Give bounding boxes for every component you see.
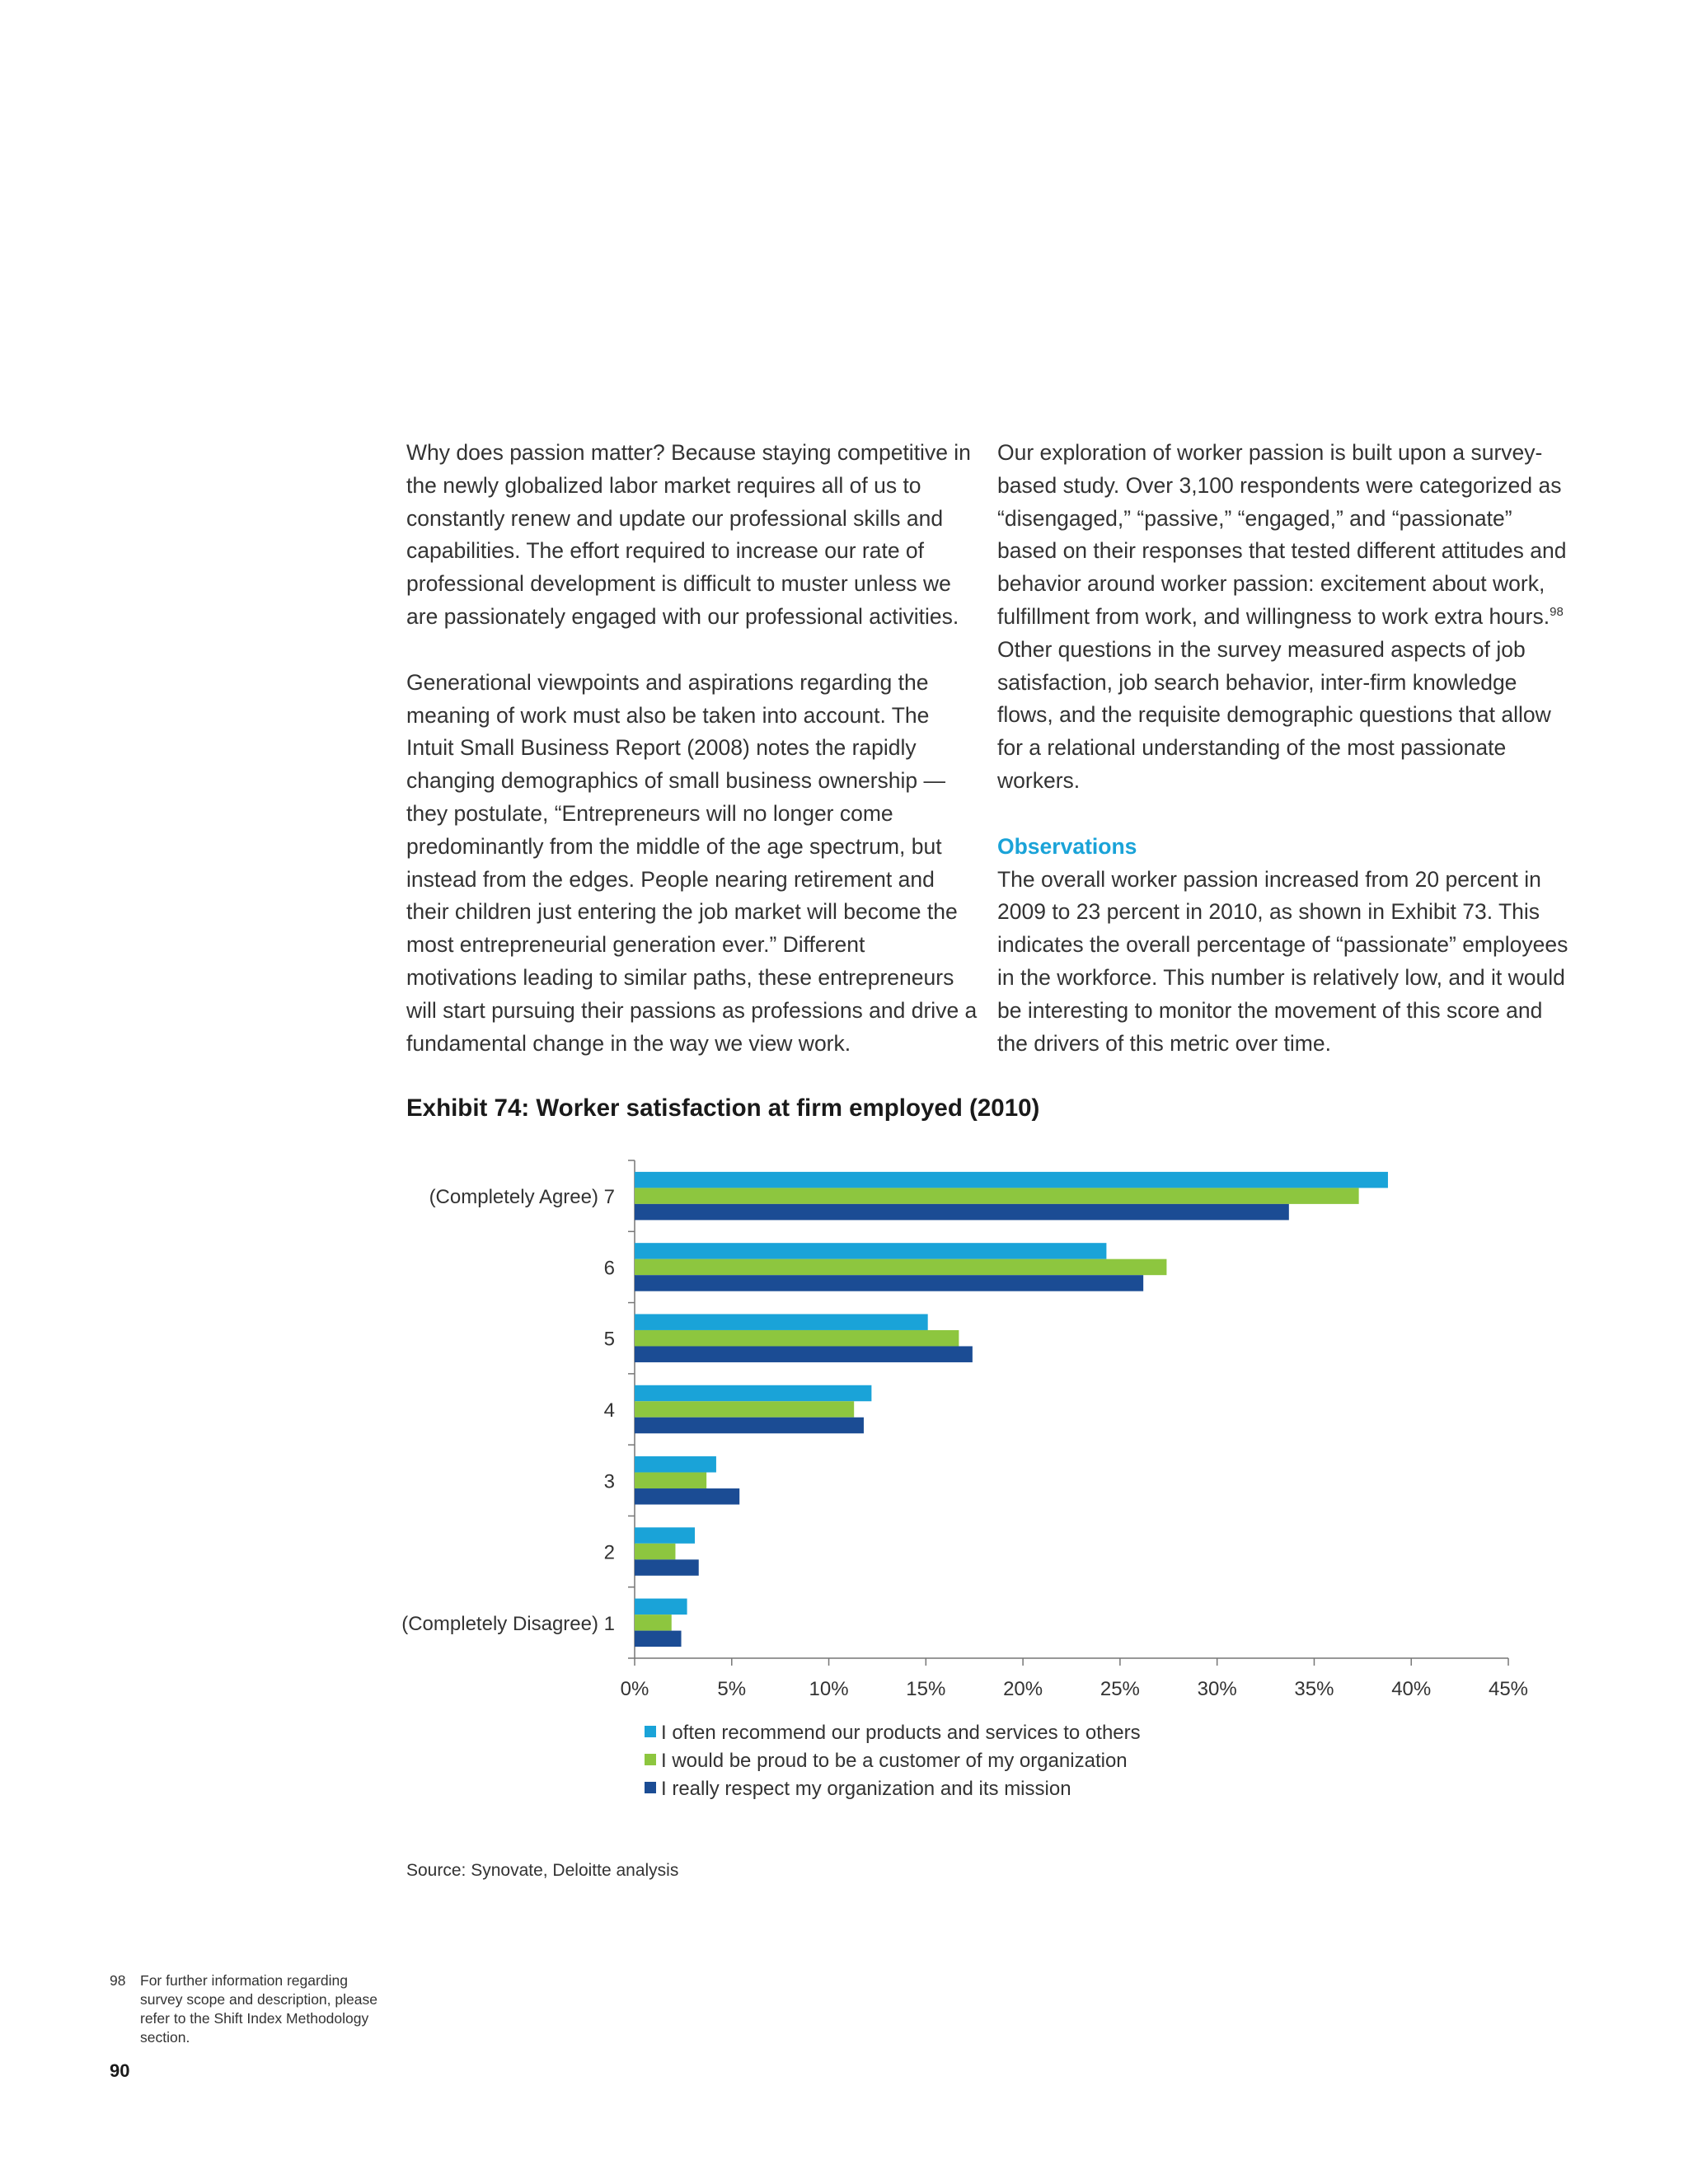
x-tick-label: 25% [1100,1678,1140,1700]
legend-label: I really respect my organization and its mission [661,1778,1071,1800]
y-tick-label: 3 [603,1470,615,1493]
x-tick-label: 20% [1003,1678,1043,1700]
legend-swatch [645,1726,656,1737]
x-tick-label: 5% [717,1678,747,1700]
source-note: Source: Synovate, Deloitte analysis [406,1861,679,1880]
bar [635,1488,739,1505]
bar [635,1188,1359,1204]
body-paragraph: Why does passion matter? Because staying competitive in the newly globalized labor market requires all of us to constantly renew and update our professional skills and capabilities. The effort required to increase our rate of professional development is difficult to muster unless we are passionately engaged with our professional activities. [406,440,971,629]
footnote-ref: 98 [1550,605,1564,620]
x-tick-label: 35% [1294,1678,1334,1700]
bar [635,1559,699,1576]
footnote-number: 98 [110,1972,126,1989]
bar [635,1243,1106,1259]
bar [635,1599,687,1615]
bar [635,1172,1388,1188]
bar [635,1204,1289,1221]
x-tick-label: 45% [1488,1678,1529,1700]
bar [635,1346,973,1362]
survey-text-part-1: Our exploration of worker passion is built upon a survey-based study. Over 3,100 respondents were categorized as “disengaged,” “passive,” “engaged,” and “passionate” based on their responses that tested different attitudes and behavior around worker passion: excitement about work, fulfillment from work, and willingness to work extra hours. [997,440,1567,629]
y-tick-label: 4 [603,1399,615,1422]
bar [635,1527,695,1544]
observations-heading: Observations [997,833,1137,859]
y-tick-label: 6 [603,1257,615,1280]
footnote [110,1971,382,2047]
legend-label: I often recommend our products and services to others [661,1722,1141,1744]
y-tick-label: (Completely Disagree) 1 [401,1612,615,1635]
bar [635,1401,854,1418]
bar [635,1418,864,1434]
legend-swatch [645,1782,656,1793]
x-tick-label: 30% [1197,1678,1237,1700]
bar [635,1330,959,1347]
bar [635,1385,871,1402]
footnote-text: For further information regarding survey scope and description, please refer to the Shift Index Methodology section. [140,1972,377,2046]
survey-text-part-2: Other questions in the survey measured aspects of job satisfaction, job search behavior, inter-firm knowledge flows, and the requisite demographic questions that allow for a relational understanding of the most passionate workers. [997,636,1551,793]
x-tick-label: 10% [809,1678,849,1700]
x-tick-label: 15% [906,1678,946,1700]
exhibit-title: Exhibit 74: Worker satisfaction at firm employed (2010) [406,1094,1040,1122]
observations-text: The overall worker passion increased from 20 percent in 2009 to 23 percent in 2010, as shown in Exhibit 73. This indicates the overall percentage of “passionate” employees in the workforce. This number is relatively low, and it would be interesting to monitor the movement of this score and the drivers of this metric over time. [997,866,1568,1056]
bar [635,1544,675,1560]
x-tick-label: 40% [1391,1678,1432,1700]
y-tick-label: 5 [603,1328,615,1351]
bar [635,1456,716,1473]
page-number: 90 [110,2060,130,2081]
y-tick-label: 2 [603,1541,615,1564]
bar [635,1615,672,1631]
y-tick-label: (Completely Agree) 7 [429,1186,615,1209]
bar [635,1314,928,1330]
bar [635,1259,1166,1276]
body-paragraph: Generational viewpoints and aspirations regarding the meaning of work must also be taken into account. The Intuit Small Business Report (2008) notes the rapidly changing demographics of small business ownership — they postulate, “Entrepreneurs will no longer come predominantly from the middle of the age spectrum, but instead from the edges. People nearing retirement and their children just entering the job market will become the most entrepreneurial generation ever.” Different motivations leading to similar paths, these entrepreneurs will start pursuing their passions as professions and drive a fundamental change in the way we view work. [406,669,978,1056]
x-tick-label: 0% [620,1678,649,1700]
bar [635,1631,682,1647]
legend-label: I would be proud to be a customer of my organization [661,1750,1128,1772]
bar [635,1275,1143,1291]
bar [635,1473,706,1489]
legend-swatch [645,1754,656,1765]
